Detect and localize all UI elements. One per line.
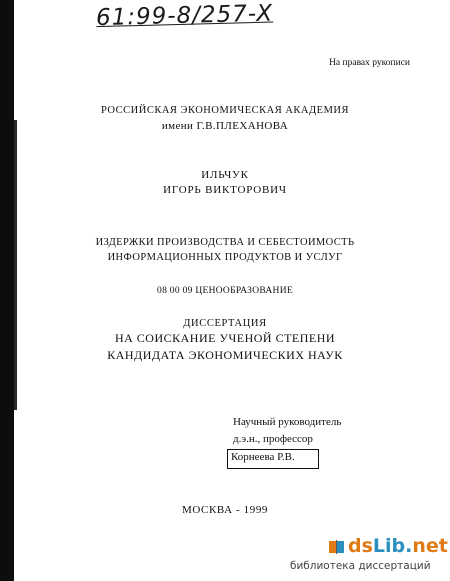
advisor-title: Научный руководитель — [233, 416, 342, 428]
scan-edge-shadow — [14, 120, 17, 410]
organization-line-2: имени Г.В.ПЛЕХАНОВА — [161, 120, 289, 132]
advisor-name: Корнеева Р.В. — [231, 451, 295, 463]
thesis-title-line-2: ИНФОРМАЦИОННЫХ ПРОДУКТОВ И УСЛУГ — [107, 252, 343, 263]
thesis-title-line-1: ИЗДЕРЖКИ ПРОИЗВОДСТВА И СЕБЕСТОИМОСТЬ — [95, 237, 355, 248]
dslib-brand — [348, 535, 448, 557]
brand-dot: . — [405, 535, 413, 557]
dissertation-label: ДИССЕРТАЦИЯ — [183, 318, 267, 329]
degree-line-1: НА СОИСКАНИЕ УЧЕНОЙ СТЕПЕНИ — [114, 331, 336, 345]
advisor-degree: д.э.н., профессор — [233, 433, 313, 445]
dslib-tagline: библиотека диссертаций — [290, 560, 431, 572]
organization-line-1: РОССИЙСКАЯ ЭКОНОМИЧЕСКАЯ АКАДЕМИЯ — [100, 105, 350, 116]
brand-ds: ds — [348, 535, 373, 557]
rights-note: На правах рукописи — [329, 58, 410, 68]
brand-lib: Lib — [372, 535, 406, 557]
specialty-code: 08 00 09 ЦЕНООБРАЗОВАНИЕ — [157, 286, 293, 296]
dslib-watermark — [282, 535, 450, 581]
handwritten-catalog-code: 61:99-8/257-X — [95, 0, 274, 32]
author-name: ИГОРЬ ВИКТОРОВИЧ — [163, 184, 287, 196]
brand-net: net — [412, 535, 448, 557]
dslib-logo-icon — [328, 538, 346, 556]
degree-line-2: КАНДИДАТА ЭКОНОМИЧЕСКИХ НАУК — [107, 348, 343, 362]
city-year: МОСКВА - 1999 — [181, 504, 269, 516]
author-surname: ИЛЬЧУК — [201, 169, 249, 181]
